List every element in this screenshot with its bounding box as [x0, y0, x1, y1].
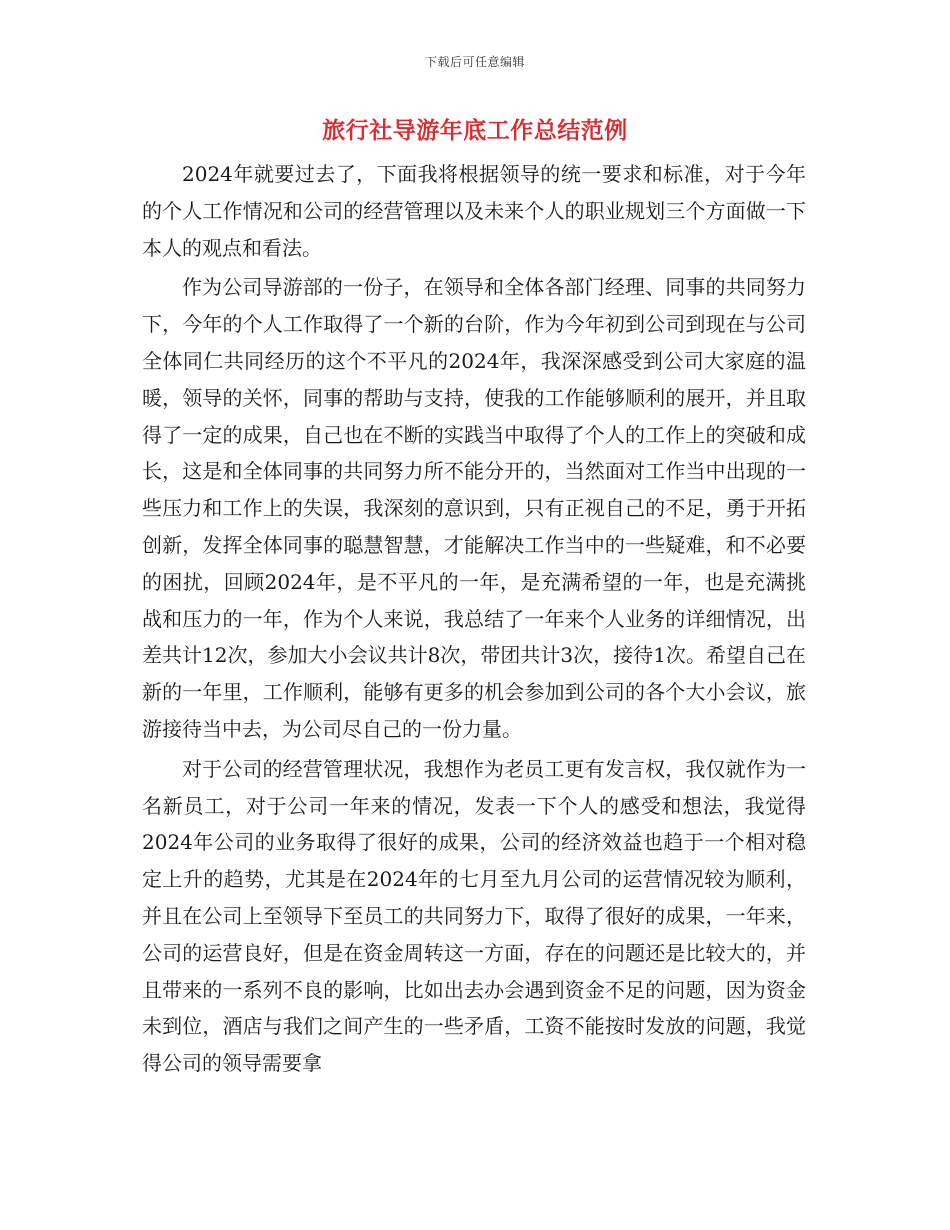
paragraph: 作为公司导游部的一份子，在领导和全体各部门经理、同事的共同努力下，今年的个人工作取得了一个新的台阶，作为今年初到公司到现在与公司全体同仁共同经历的这个不平凡的2024年，我深深感受到公司大家庭的温暖，领导的关怀，同事的帮助与支持，使我的工作能够顺利的展开，并且取得了一定的成果，自己也在不断的实践当中取得了个人的工作上的突破和成长，这是和全体同事的共同努力所不能分开的，当然面对工作当中出现的一些压力和工作上的失误，我深刻的意识到，只有正视自己的不足，勇于开拓创新，发挥全体同事的聪慧智慧，才能解决工作当中的一些疑难，和不必要的困扰，回顾2024年，是不平凡的一年，是充满希望的一年，也是充满挑战和压力的一年，作为个人来说，我总结了一年来个人业务的详细情况，出差共计12次，参加大小会议共计8次，带团共计3次，接待1次。希望自己在新的一年里，工作顺利，能够有更多的机会参加到公司的各个大小会议，旅游接待当中去，为公司尽自己的一份力量。	[142, 275, 806, 741]
document-title: 旅行社导游年底工作总结范例	[322, 117, 628, 144]
paragraph: 对于公司的经营管理状况，我想作为老员工更有发言权，我仅就作为一名新员工，对于公司一年来的情况，发表一下个人的感受和想法，我觉得2024年公司的业务取得了很好的成果，公司的经济效益也趋于一个相对稳定上升的趋势，尤其是在2024年的七月至九月公司的运营情况较为顺利，并且在公司上至领导下至员工的共同努力下，取得了很好的成果，一年来，公司的运营良好，但是在资金周转这一方面，存在的问题还是比较大的，并且带来的一系列不良的影响，比如出去办会遇到资金不足的问题，因为资金未到位，酒店与我们之间产生的一些矛盾，工资不能按时发放的问题，我觉得公司的领导需要拿	[142, 756, 806, 1076]
paragraph: 2024年就要过去了，下面我将根据领导的统一要求和标准，对于今年的个人工作情况和公司的经营管理以及未来个人的职业规划三个方面做一下本人的观点和看法。	[142, 162, 806, 260]
document-body	[142, 156, 806, 1085]
header-note: 下载后可任意编辑	[424, 55, 525, 69]
